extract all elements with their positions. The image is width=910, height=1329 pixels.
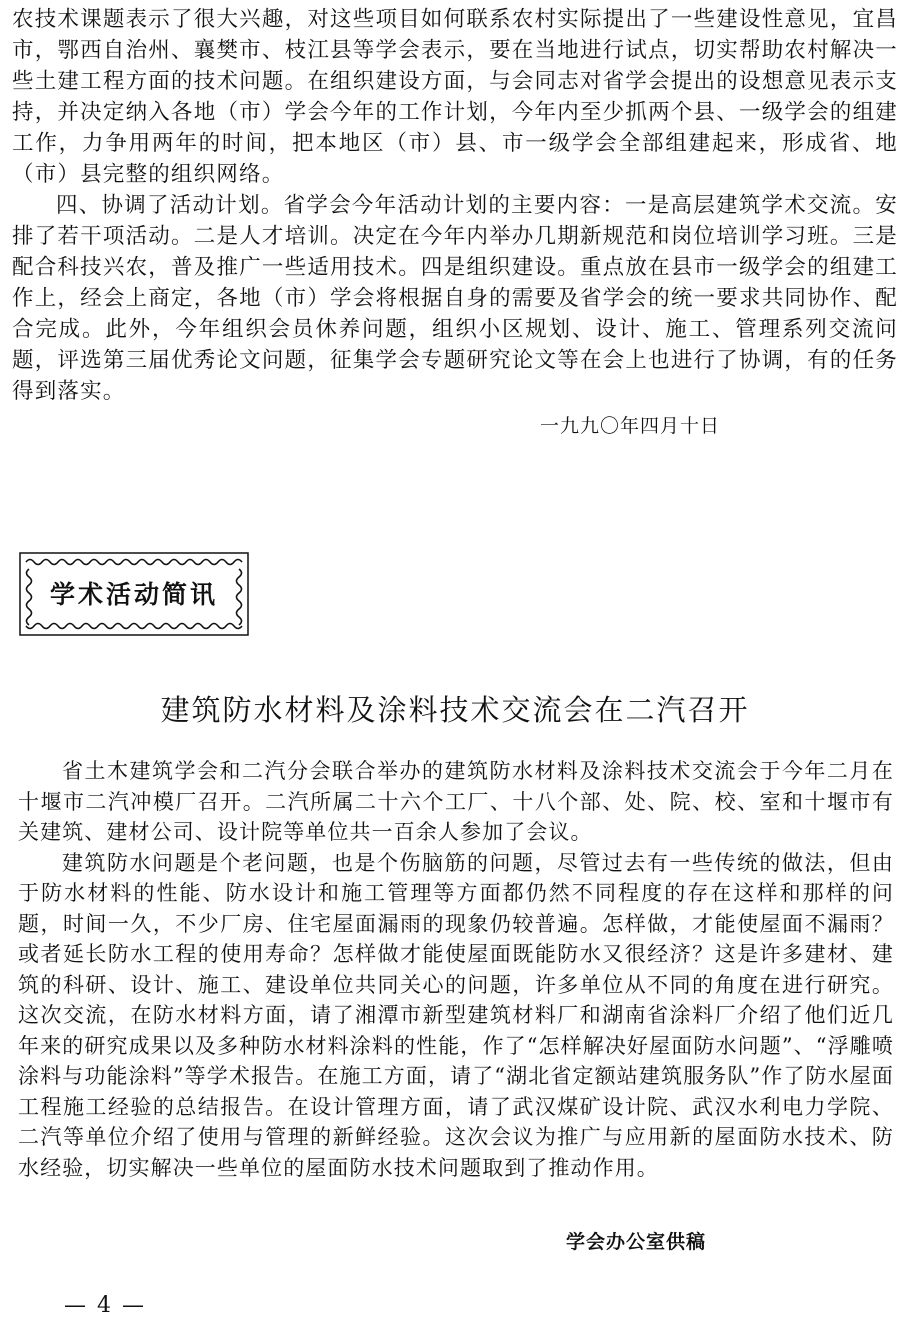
report-date: 一九九〇年四月十日 [540, 415, 721, 437]
banner-title: 学术活动简讯 [49, 580, 218, 609]
top-section [12, 4, 898, 407]
top-paragraph-1: 农技术课题表示了很大兴趣，对这些项目如何联系农村实际提出了一些建设性意见，宜昌市，鄂西自治州、襄樊市、枝江县等学会表示，要在当地进行试点，切实帮助农村解决一些土建工程方面的技术问题。在组织建设方面，与会同志对省学会提出的设想意见表示支持，并决定纳入各地（市）学会今年的工作计划，今年内至少抓两个县、一级学会的组建工作，力争用两年的时间，把本地区（市）县、市一级学会全部组建起来，形成省、地（市）县完整的组织网络。 [12, 7, 898, 187]
article-signature: 学会办公室供稿 [566, 1231, 707, 1253]
top-paragraph-2: 四、协调了活动计划。省学会今年活动计划的主要内容：一是高层建筑学术交流。安排了若干项活动。二是人才培训。决定在今年内举办几期新规范和岗位培训学习班。三是配合科技兴农，普及推广一些适用技术。四是组织建设。重点放在县市一级学会的组建工作上，经会上商定，各地（市）学会将根据自身的需要及省学会的统一要求共同协作、配合完成。此外，今年组织会员休养问题，组织小区规划、设计、施工、管理系列交流问题，评选第三届优秀论文问题，征集学会专题研究论文等在会上也进行了协调，有的任务得到落实。 [12, 193, 898, 404]
article-paragraph-2: 建筑防水问题是个老问题，也是个伤脑筋的问题，尽管过去有一些传统的做法，但由于防水材料的性能、防水设计和施工管理等方面都仍然不同程度的存在这样和那样的问题，时间一久，不少厂房、住宅屋面漏雨的现象仍较普遍。怎样做，才能使屋面不漏雨？或者延长防水工程的使用寿命？怎样做才能使屋面既能防水又很经济？这是许多建材、建筑的科研、设计、施工、建设单位共同关心的问题，许多单位从不同的角度在进行研究。这次交流，在防水材料方面，请了湘潭市新型建筑材料厂和湖南省涂料厂介绍了他们近几年来的研究成果以及多种防水材料涂料的性能，作了“怎样解决好屋面防水问题”、“浮雕喷涂料与功能涂料”等学术报告。在施工方面，请了“湖北省定额站建筑服务队”作了防水屋面工程施工经验的总结报告。在设计管理方面，请了武汉煤矿设计院、武汉水利电力学院、二汽等单位介绍了使用与管理的新鲜经验。这次会议为推广与应用新的屋面防水技术、防水经验，切实解决一些单位的屋面防水技术问题取到了推动作用。 [18, 850, 894, 1180]
article-body [18, 756, 894, 1183]
article-title: 建筑防水材料及涂料技术交流会在二汽召开 [160, 693, 750, 727]
article-paragraph-1: 省土木建筑学会和二汽分会联合举办的建筑防水材料及涂料技术交流会于今年二月在十堰市二汽冲模厂召开。二汽所属二十六个工厂、十八个部、处、院、校、室和十堰市有关建筑、建材公司、设计院等单位共一百余人参加了会议。 [18, 759, 894, 844]
page-number: — 4 — [64, 1293, 146, 1318]
section-banner [18, 551, 250, 637]
